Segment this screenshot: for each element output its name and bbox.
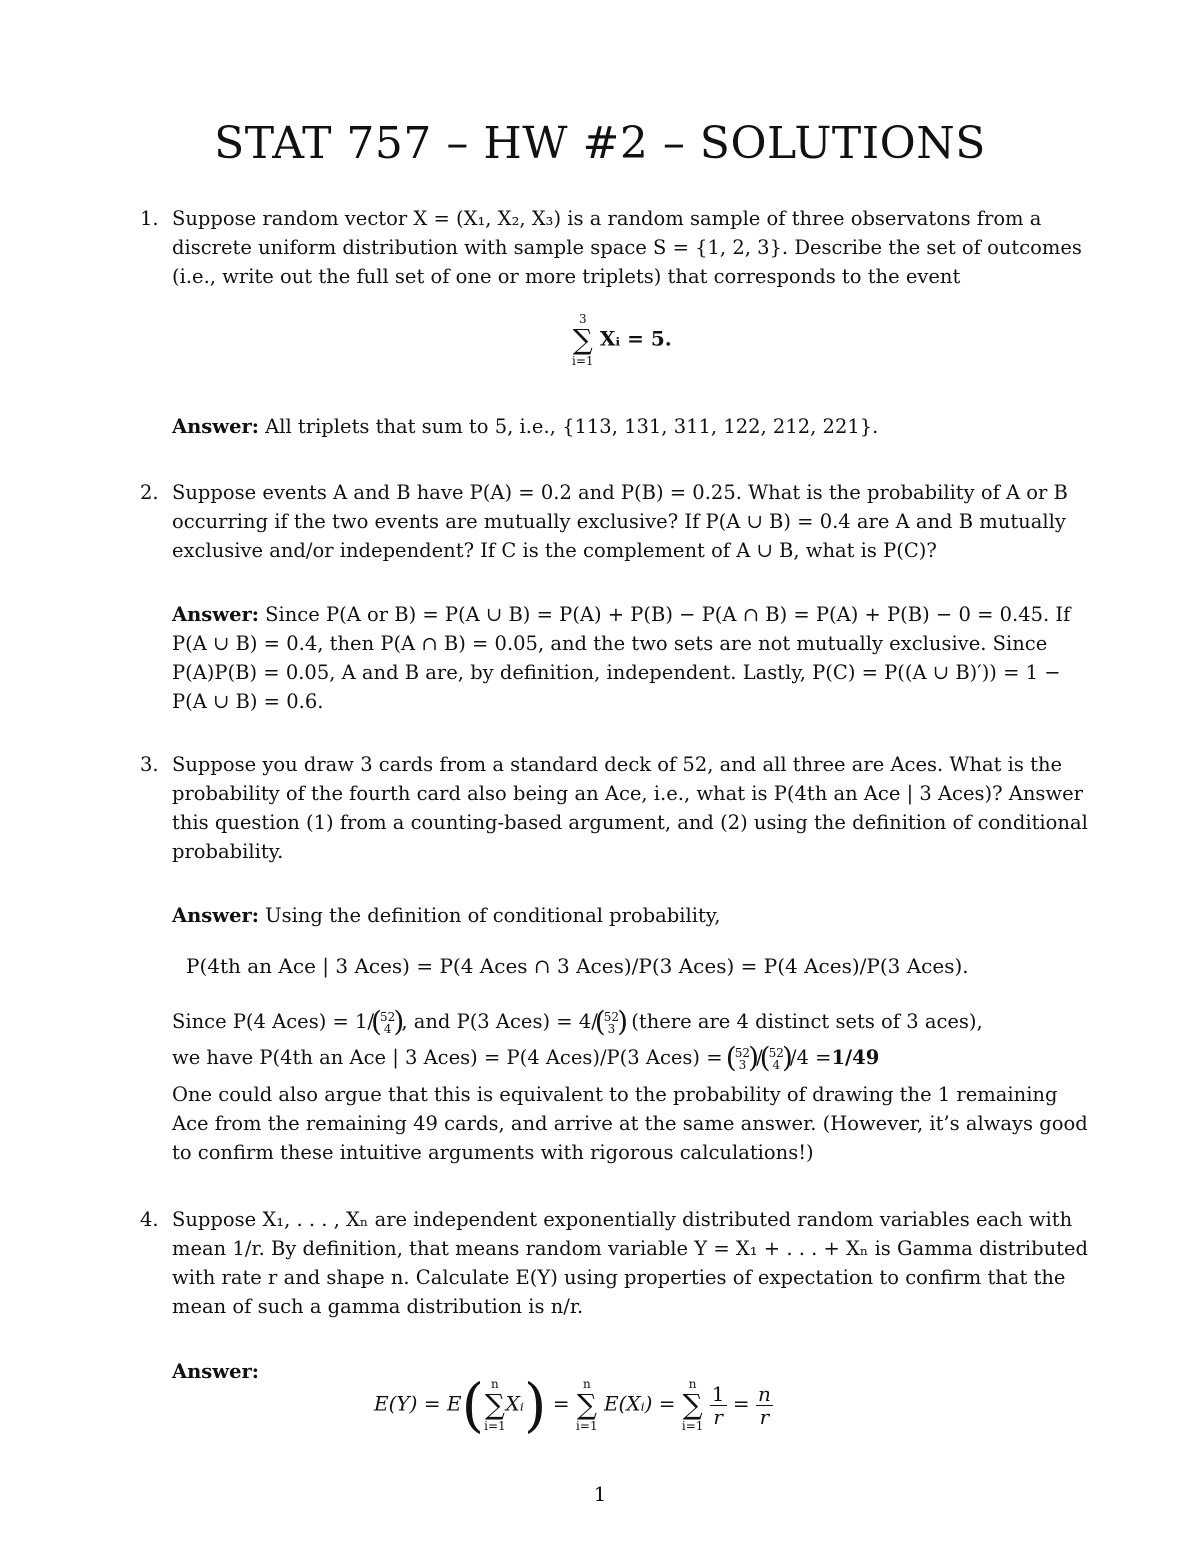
question-1 [140, 204, 1090, 291]
summation: n ∑ i=1 [681, 1377, 704, 1433]
sum-equation [572, 312, 672, 368]
question-number: 2. [140, 481, 159, 504]
answer-label: Answer: [172, 415, 259, 438]
question-4 [140, 1205, 1090, 1321]
final-result: 1/49 [831, 1046, 880, 1069]
eq-lhs: E(Y) = E [374, 1391, 462, 1416]
binomial-52-4: ( 52 4 ) [763, 1047, 790, 1071]
question-text: Suppose X₁, . . . , Xₙ are independent exponentially distributed random variables each with mean 1/r. By definition, that means random variable Y = X₁ + . . . + Xₙ is Gamma distributed with rate r and shape n. Calculate E(Y) using properties of expectation to confirm that the mean of such a gamma distribution is n/r. [172, 1208, 1089, 1318]
question-number: 1. [140, 207, 159, 230]
sum-upper-limit: 3 [578, 312, 587, 326]
page-title: STAT 757 – HW #2 – SOLUTIONS [214, 118, 986, 169]
since-text: Since P(4 Aces) = 1/ [172, 1010, 375, 1033]
eq-expectation: E(Xᵢ) = [603, 1391, 682, 1416]
closing-text: One could also argue that this is equivalent to the probability of drawing the 1 remaining Ace from the remaining 49 cards, and arrive at the same answer. (However, it’s always good to confirm these intuitive arguments with rigorous calculations!) [172, 1083, 1088, 1164]
since-text-2: , and P(3 Aces) = 4/ [401, 1010, 598, 1033]
answer-2 [140, 600, 1090, 716]
left-paren: ( [461, 1371, 485, 1439]
answer-3 [140, 901, 1090, 930]
binomial-52-4: ( 52 4 ) [374, 1011, 401, 1035]
sigma-icon: ∑ [572, 323, 593, 356]
fraction-1-over-r: $\frac{1}{r}$ [711, 1381, 725, 1429]
question-number: 4. [140, 1208, 159, 1231]
answer-text: All triplets that sum to 5, i.e., {113, 131, 311, 122, 212, 221}. [265, 415, 879, 438]
question-number: 3. [140, 753, 159, 776]
answer-label: Answer: [172, 1360, 259, 1383]
answer-text: Since P(A or B) = P(A ∪ B) = P(A) + P(B) − P(A ∩ B) = P(A) + P(B) − 0 = 0.45. If P(A ∪ B) = 0.4, then P(A ∩ B) = 0.05, and the two sets are not mutually exclusive. Since P(A)P(B) = 0.05, A and B are, by definition, independent. Lastly, P(C) = P((A ∪ B)′)) = 1 − P(A ∪ B) = 0.6. [172, 603, 1071, 713]
wehave-text-2: /4 = [789, 1046, 832, 1069]
slash: / [756, 1046, 763, 1069]
answer-label: Answer: [172, 603, 259, 626]
question-3 [140, 750, 1090, 866]
answer-label: Answer: [172, 904, 259, 927]
conditional-equation: P(4th an Ace | 3 Aces) = P(4 Aces ∩ 3 Aces)/P(3 Aces) = P(4 Aces)/P(3 Aces). [186, 954, 969, 978]
right-paren: ) [523, 1371, 547, 1439]
summation: n ∑ i=1 [484, 1377, 506, 1433]
eq-inner: Xᵢ [505, 1391, 524, 1416]
question-text: Suppose events A and B have P(A) = 0.2 and P(B) = 0.25. What is the probability of A or B occurring if the two events are mutually exclusive? If P(A ∪ B) = 0.4 are A and B mutually exclusive and/or independent? If C is the complement of A ∪ B, what is P(C)? [172, 481, 1068, 562]
answer-1 [140, 412, 1090, 441]
page-number: 1 [593, 1482, 607, 1506]
answer-3-derivation [140, 1004, 1090, 1167]
eq-equals: = [552, 1391, 577, 1416]
answer-intro: Using the definition of conditional probability, [265, 904, 721, 927]
since-text-3: (there are 4 distinct sets of 3 aces), [625, 1010, 983, 1033]
summation: n ∑ i=1 [576, 1377, 598, 1433]
binomial-52-3: ( 52 3 ) [729, 1047, 756, 1071]
eq-equals: = [732, 1391, 750, 1416]
question-text: Suppose you draw 3 cards from a standard deck of 52, and all three are Aces. What is the probability of the fourth card also being an Ace, i.e., what is P(4th an Ace | 3 Aces)? Answer this question (1) from a counting-based argument, and (2) using the definition of conditional probability. [172, 753, 1088, 863]
expectation-equation [374, 1371, 773, 1439]
sum-lower-limit: i=1 [572, 354, 594, 368]
question-2 [140, 478, 1090, 565]
sum-body: Xᵢ = 5. [599, 326, 672, 351]
summation [572, 312, 594, 368]
question-text: Suppose random vector X = (X₁, X₂, X₃) is a random sample of three observatons from a discrete uniform distribution with sample space S = {1, 2, 3}. Describe the set of outcomes (i.e., write out the full set of one or more triplets) that corresponds to the event [172, 207, 1082, 288]
binomial-52-3: ( 52 3 ) [598, 1011, 625, 1035]
wehave-text: we have P(4th an Ace | 3 Aces) = P(4 Aces)/P(3 Aces) = [172, 1046, 729, 1069]
fraction-n-over-r: $\frac{n}{r}$ [758, 1381, 771, 1429]
